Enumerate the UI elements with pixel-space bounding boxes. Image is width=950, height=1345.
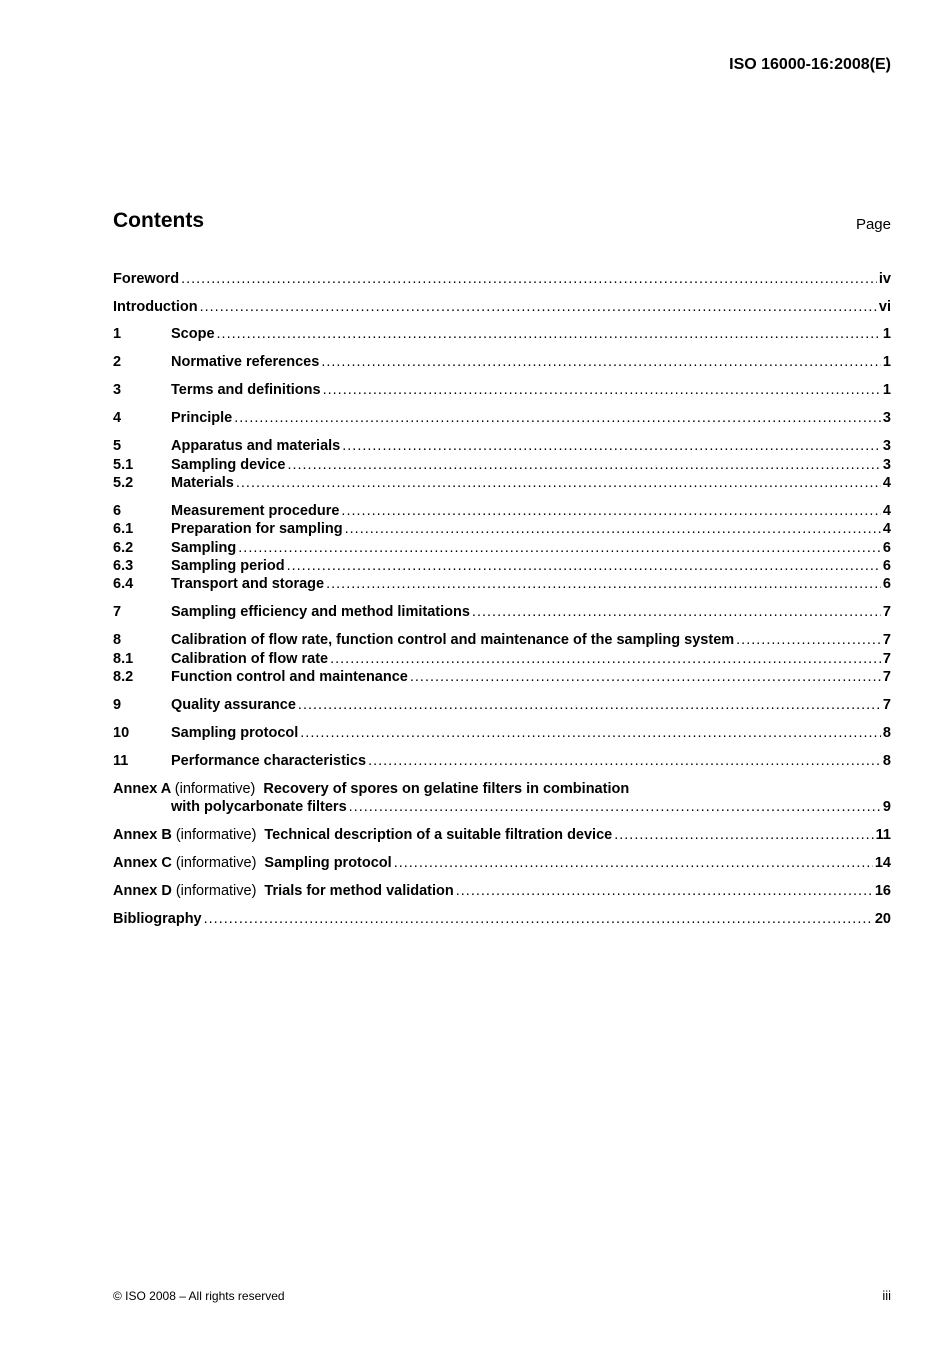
toc-title: Preparation for sampling [171,521,343,537]
toc-section-number: 6.2 [113,540,134,556]
toc-leader-dots [181,270,877,288]
toc-entry-section-7[interactable] [113,603,891,621]
toc-section-number: 6.3 [113,558,134,574]
toc-title: Trials for method validation [264,883,454,899]
annex-type: (informative) [175,827,257,843]
toc-leader-dots [287,456,880,474]
toc-section-number: 7 [113,604,122,620]
annex-type: (informative) [174,781,256,797]
toc-entry-bibliography[interactable] [113,910,891,928]
toc-title: Quality assurance [171,697,296,713]
toc-page-number: 7 [882,669,891,685]
toc-leader-dots [287,557,881,575]
toc-title: Sampling [171,540,237,556]
toc-page-number: vi [878,299,891,315]
toc-title: Calibration of flow rate [171,651,329,667]
toc-leader-dots [349,798,881,816]
toc-entry-introduction[interactable] [113,298,891,316]
toc-section-number: 8.1 [113,651,134,667]
toc-title: Apparatus and materials [171,438,341,454]
toc-section-number: 6.1 [113,521,134,537]
toc-page-number: 20 [874,911,891,927]
toc-page-number: 7 [882,632,891,648]
toc-page-number: 16 [874,883,891,899]
toc-title: Sampling protocol [171,725,299,741]
toc-leader-dots [614,826,873,844]
toc-entry-annex-a[interactable] [113,780,891,798]
toc-title: Bibliography [113,911,202,927]
toc-page-number: 3 [882,457,891,473]
toc-page-number: 1 [882,382,891,398]
toc-page-number: 11 [875,827,891,843]
toc-page-number: 6 [882,576,891,592]
toc-title: Calibration of flow rate, function control and maintenance of the sampling system [171,632,735,648]
toc-title: Sampling device [171,457,286,473]
toc-title: Performance characteristics [171,753,367,769]
toc-leader-dots [410,668,881,686]
toc-leader-dots [323,381,881,399]
toc-page-number: iv [878,271,891,287]
toc-page-number: 4 [882,503,891,519]
toc-entry-section-3[interactable] [113,381,891,399]
annex-type: (informative) [175,855,257,871]
toc-entry-section-10[interactable] [113,724,891,742]
toc-leader-dots [342,437,881,455]
toc-title: Introduction [113,299,198,315]
toc-leader-dots [341,502,881,520]
annex-label: Annex B [113,827,172,843]
toc-entry-section-5-2[interactable] [113,474,891,492]
toc-title: Terms and definitions [171,382,321,398]
toc-title: with polycarbonate filters [171,799,347,815]
toc-entry-foreword[interactable] [113,270,891,288]
toc-entry-annex-b[interactable] [113,826,891,844]
toc-title: Foreword [113,271,180,287]
toc-leader-dots [200,298,877,316]
toc-title: Transport and storage [171,576,325,592]
toc-page-number: 7 [882,604,891,620]
footer-copyright: © ISO 2008 – All rights reserved [113,1289,285,1303]
toc-leader-dots [238,539,881,557]
toc-title: Recovery of spores on gelatine filters in combination [263,781,630,797]
toc-leader-dots [204,910,873,928]
toc-leader-dots [472,603,881,621]
toc-page-number: 1 [882,354,891,370]
toc-page-number: 7 [882,651,891,667]
toc-entry-section-6[interactable] [113,502,891,520]
toc-section-number: 5.2 [113,475,134,491]
toc-title: Normative references [171,354,320,370]
toc-entry-section-8[interactable] [113,631,891,649]
toc-entry-section-8-1[interactable] [113,650,891,668]
toc-page-number: 1 [882,326,891,342]
toc-leader-dots [236,474,881,492]
toc-leader-dots [345,520,881,538]
page-column-label: Page [855,216,891,233]
toc-page-number: 6 [882,540,891,556]
toc-section-number: 8.2 [113,669,134,685]
toc-section-number: 1 [113,326,122,342]
toc-entry-section-6-3[interactable] [113,557,891,575]
toc-section-number: 10 [113,725,130,741]
toc-section-number: 9 [113,697,122,713]
toc-leader-dots [330,650,881,668]
toc-page-number: 14 [874,855,891,871]
toc-entry-section-1[interactable] [113,325,891,343]
toc-section-number: 3 [113,382,122,398]
toc-entry-section-9[interactable] [113,696,891,714]
toc-title: Principle [171,410,233,426]
toc-page-number: 4 [882,521,891,537]
toc-entry-section-6-2[interactable] [113,539,891,557]
toc-entry-annex-a-continued[interactable] [113,798,891,816]
toc-title: Sampling efficiency and method limitations [171,604,470,620]
toc-entry-section-11[interactable] [113,752,891,770]
contents-title: Contents [113,209,204,232]
toc-section-number: 6.4 [113,576,134,592]
annex-label: Annex D [113,883,172,899]
toc-entry-section-6-1[interactable] [113,520,891,538]
toc-leader-dots [300,724,881,742]
toc-leader-dots [234,409,881,427]
toc-leader-dots [368,752,881,770]
toc-section-number: 2 [113,354,122,370]
toc-page-number: 8 [882,725,891,741]
toc-section-number: 5 [113,438,122,454]
toc-section-number: 5.1 [113,457,134,473]
toc-entry-section-4[interactable] [113,409,891,427]
toc-title: Sampling period [171,558,285,574]
toc-leader-dots [394,854,873,872]
toc-entry-section-6-4[interactable] [113,575,891,593]
toc-title: Technical description of a suitable filtration device [264,827,613,843]
toc-entry-section-5[interactable] [113,437,891,455]
toc-page-number: 3 [882,410,891,426]
toc-leader-dots [736,631,881,649]
document-id: ISO 16000-16:2008(E) [729,56,891,73]
toc-page-number: 4 [882,475,891,491]
toc-entry-annex-c[interactable] [113,854,891,872]
toc-section-number: 4 [113,410,122,426]
toc-section-number: 11 [113,753,129,769]
toc-section-number: 8 [113,632,122,648]
toc-entry-annex-d[interactable] [113,882,891,900]
toc-title: Function control and maintenance [171,669,408,685]
toc-page-number: 9 [882,799,891,815]
toc-title: Scope [171,326,215,342]
toc-section-number: 6 [113,503,122,519]
footer-page-number: iii [882,1288,891,1303]
toc-page-number: 6 [882,558,891,574]
toc-page-number: 7 [882,697,891,713]
toc-title: Measurement procedure [171,503,340,519]
toc-leader-dots [456,882,873,900]
annex-type: (informative) [175,883,257,899]
annex-label: Annex A [113,781,171,797]
toc-title: Sampling protocol [264,855,392,871]
toc-entry-section-2[interactable] [113,353,891,371]
toc-entry-section-8-2[interactable] [113,668,891,686]
toc-page-number: 3 [882,438,891,454]
toc-leader-dots [326,575,881,593]
toc-entry-section-5-1[interactable] [113,456,891,474]
toc-leader-dots [321,353,881,371]
toc-leader-dots [217,325,881,343]
annex-label: Annex C [113,855,172,871]
toc-title: Materials [171,475,234,491]
toc-page-number: 8 [882,753,891,769]
toc-leader-dots [298,696,881,714]
